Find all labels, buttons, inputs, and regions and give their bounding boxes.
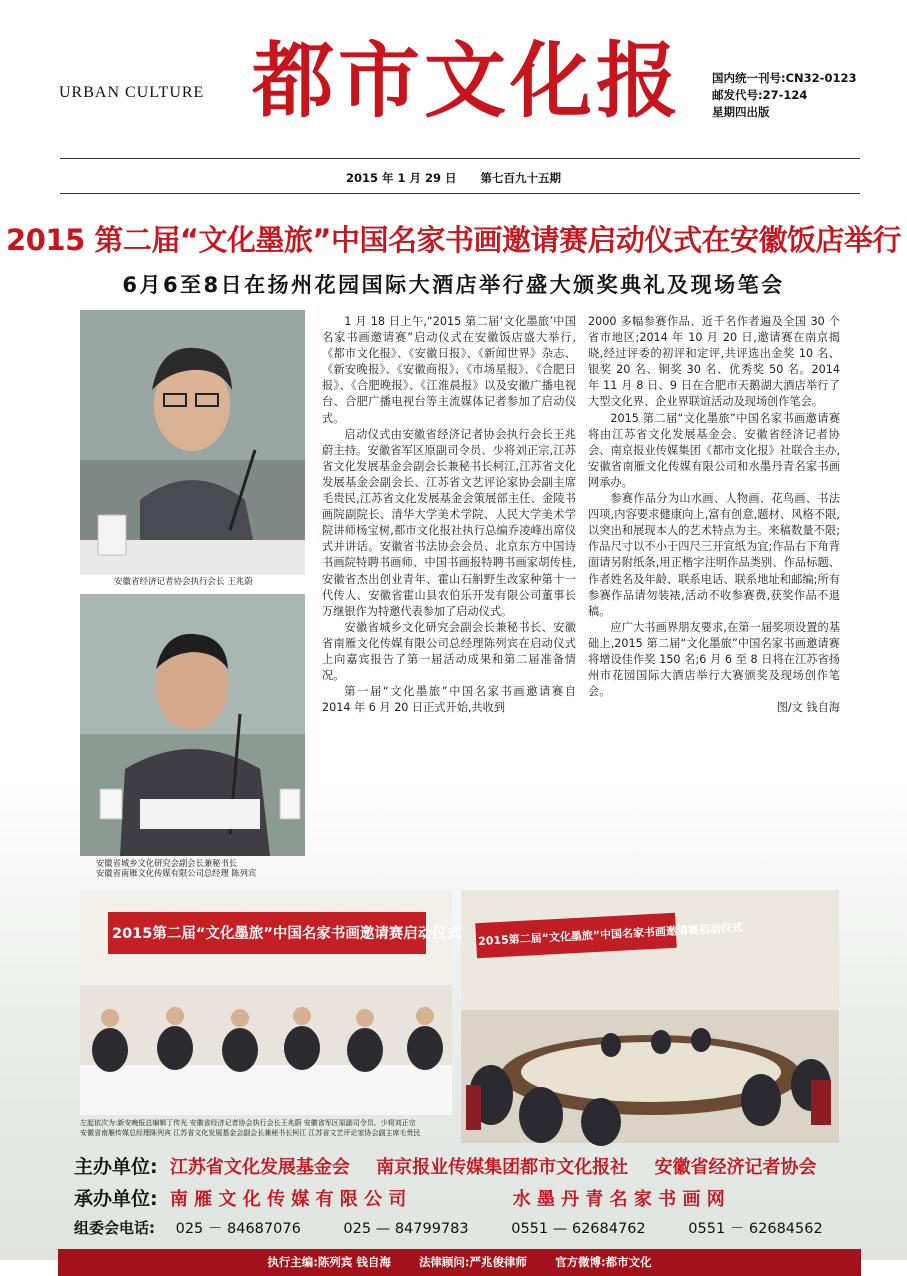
footer-bar <box>58 1249 861 1276</box>
article-column-1 <box>322 314 576 716</box>
article-paragraph: 第一届“文化墨旅”中国名家书画邀请赛自 2014 年 6 月 20 日正式开始,共收到 <box>322 685 576 715</box>
issue-line <box>0 170 907 186</box>
footer-editor: 执行主编:陈列宾 钱自海 <box>267 1255 391 1269</box>
masthead-english: URBAN CULTURE <box>59 84 205 101</box>
issue-number: 第七百九十五期 <box>480 171 562 185</box>
article-column-2 <box>588 314 840 716</box>
undertaker-label: 承办单位: <box>74 1188 158 1210</box>
article-paragraph: 启动仪式由安徽省经济记者协会执行会长王兆蔚主持。安徽省军区原副司令员、少将刘正宗,江苏省文化发展基金会副会长兼秘书长柯江,江苏省文化发展基金会副会长、江苏省文艺评论家协会副主席毛贵民,江苏省文化发展基金会策展部主任、金陵书画院副院长、清华大学美术学院、人民大学美术学院讲师杨宝树,都市文化报社执行总编乔凌峰出席仪式并讲话。安徽省书法协会会员、北京东方中国诗书画院特聘书画师、中国书画报特聘书画家胡传桂,安徽省杰出创业青年、霍山石斛野生改家种第十一代传人、安徽省霍山县农伯乐开发有限公司董事长万继银作为特邀代表参加了启动仪式。 <box>322 427 576 618</box>
host-row <box>74 1152 816 1179</box>
photo-chen-liebin <box>80 594 305 856</box>
issue-rule <box>60 193 860 194</box>
photo2-caption: 安徽省城乡文化研究会副会长兼秘书长 安徽省南雁文化传媒有限公司总经理 陈列宾 <box>96 858 257 878</box>
article-paragraph: 1 月 18 日上午,“2015 第二届‘文化墨旅’中国名家书画邀请赛”启动仪式在安徽饭店盛大举行,《都市文化报》、《安徽日报》、《新闻世界》杂志、《新安晚报》、《安徽商报》、《市场星报》、《合肥日报》、《合肥晚报》、《江淮晨报》以及安徽广播电视台、合肥广播电视台等主流媒体记者参加了启动仪式。 <box>322 315 576 425</box>
footer-legal: 法律顾问:严兆俊律师 <box>418 1255 528 1269</box>
masthead-title: 都市文化报 <box>252 33 683 129</box>
article-paragraph: 应广大书画界朋友要求,在第一届奖项设置的基础上,2015 第二届“文化墨旅”中国名家书画邀请赛将增设佳作奖 150 名;6 月 6 至 8 日将在江苏省扬州市花园国际大酒店举行大赛颁奖及现场创作笔会。 <box>588 620 840 699</box>
photo3-caption: 左起依次为:新安晚报总编辑丁传光 安徽省经济记者协会执行会长王兆蔚 安徽省军区原副司令员、少将刘正宗 安徽省南雁传媒总经理陈列宾 江苏省文化发展基金会副会长兼秘书长柯江 江苏省文艺评论家协会副主席毛贵民 <box>80 1119 421 1137</box>
headline: 2015 第二届“文化墨旅”中国名家书画邀请赛启动仪式在安徽饭店举行 <box>6 223 901 257</box>
photo1-caption: 安徽省经济记者协会执行会长 王兆蔚 <box>114 577 253 587</box>
article-paragraph: 2000 多幅参赛作品、近千名作者遍及全国 30 个省市地区;2014 年 10 月 20 日,邀请赛在南京揭晓,经过评委的初评和定评,共评选出金奖 10 名、银奖 20 名、铜奖 30 名、优秀奖 50 名。2014 年 11 月 8 日、9 日在合肥市天鹅湖大酒店举行了大型文化界、企业界联谊活动及现场创作笔会。 <box>588 315 840 409</box>
phone-number: 025 － 84687076 <box>175 1221 301 1237</box>
article-paragraph: 参赛作品分为山水画、人物画、花鸟画、书法四项,内容要求健康向上,富有创意,题材、风格不限,以突出和展现本人的艺术特点为主。来稿数量不限;作品尺寸以不小于四尺三开宣纸为宜;作品右下角背面请另附纸条,用正楷字注明作品类别、作品标题、作者姓名及年龄、联系电话、联系地址和邮编;所有参赛作品请勿装裱,活动不收参赛费,获奖作品不退稿。 <box>588 492 840 618</box>
photo4-banner: 2015第二届“文化墨旅”中国名家书画邀请赛启动仪式 <box>477 921 744 948</box>
publication-info <box>712 70 856 121</box>
phone-label: 组委会电话: <box>74 1219 155 1237</box>
phone-number: 0551 — 62684762 <box>511 1221 646 1237</box>
top-rule <box>60 158 860 159</box>
article-byline: 图/文 钱自海 <box>776 701 840 715</box>
article-paragraph: 2015 第二届“文化墨旅”中国名家书画邀请赛将由江苏省文化发展基金会、安徽省经济记者协会、南京报业传媒集团《都市文化报》社联合主办,安徽省南雁文化传媒有限公司和水墨丹青名家书画网承办。 <box>588 411 840 489</box>
undertaker-row <box>74 1184 725 1211</box>
undertaker-org: 南 雁 文 化 传 媒 有 限 公 司 <box>169 1189 407 1210</box>
host-label: 主办单位: <box>74 1156 158 1178</box>
footer-weibo: 官方微博:都市文化 <box>555 1255 652 1269</box>
publish-day-line: 星期四出版 <box>712 105 770 119</box>
undertaker-org: 水 墨 丹 青 名 家 书 画 网 <box>512 1189 725 1210</box>
photo-wang-zhaowei <box>80 310 305 575</box>
phone-number: 0551 － 62684562 <box>688 1221 823 1237</box>
photo3-banner: 2015第二届“文化墨旅”中国名家书画邀请赛启动仪式 <box>112 926 462 942</box>
issn-line: 国内统一刊号:CN32-0123 <box>712 71 857 85</box>
postal-code-line: 邮发代号:27-124 <box>712 88 808 102</box>
host-org: 南京报业传媒集团都市文化报社 <box>376 1157 629 1178</box>
host-org: 江苏省文化发展基金会 <box>169 1157 350 1178</box>
subheadline: 6月6至8日在扬州花园国际大酒店举行盛大颁奖典礼及现场笔会 <box>122 273 785 297</box>
issue-date: 2015 年 1 月 29 日 <box>345 171 457 185</box>
phone-row <box>74 1217 823 1238</box>
host-org: 安徽省经济记者协会 <box>654 1157 817 1178</box>
phone-number: 025 — 84799783 <box>343 1221 469 1237</box>
article-paragraph: 安徽省城乡文化研究会副会长兼秘书长、安徽省南雁文化传媒有限公司总经理陈列宾在启动仪式上向嘉宾报告了第一届活动成果和第二届准备情况。 <box>322 620 576 683</box>
